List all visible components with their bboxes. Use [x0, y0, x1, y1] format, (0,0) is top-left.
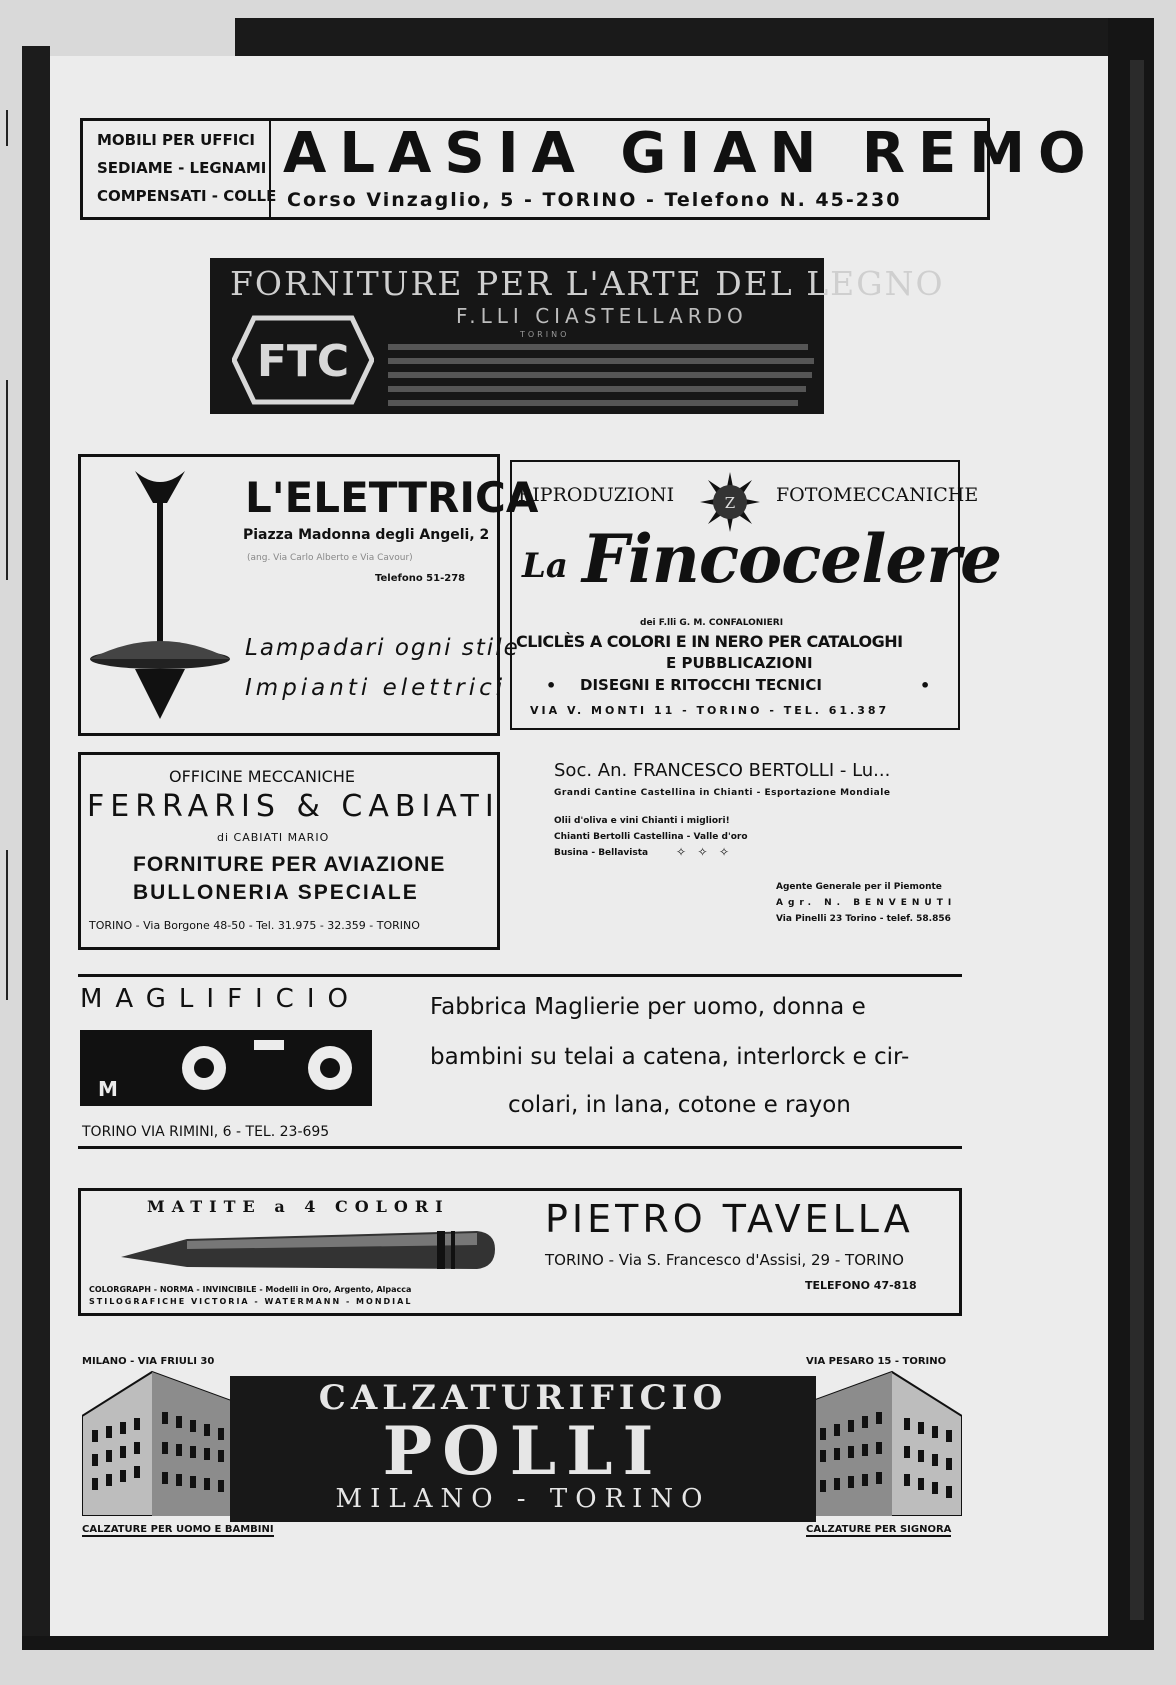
- ad-tavella-brands1: COLORGRAPH - NORMA - INVINCIBILE - Modelli in Oro, Argento, Alpacca: [89, 1285, 412, 1294]
- ad-polli-line1: CALZATURIFICIO: [318, 1378, 728, 1418]
- ad-ftc-fine-print: [388, 400, 798, 406]
- ad-alasia-address: Corso Vinzaglio, 5 - TORINO - Telefono N. 45-230: [287, 189, 902, 211]
- chandelier-icon: [85, 463, 235, 731]
- ad-bertolli-agent2: Agr. N. BENVENUTI: [776, 898, 957, 908]
- ad-ftc-logo-text: FTC: [256, 336, 350, 387]
- ad-motto-text2: bambini su telai a catena, interlorck e cir-: [430, 1044, 910, 1070]
- ad-tavella-phone: TELEFONO 47-818: [805, 1279, 917, 1292]
- ad-motto: [78, 974, 962, 1150]
- ad-ferraris-name: FERRARIS & CABIATI: [87, 789, 500, 824]
- ad-polli-line2: POLLI: [382, 1412, 664, 1490]
- margin-mark: [6, 850, 8, 1000]
- ad-polli: [82, 1352, 962, 1542]
- pencil-icon: [117, 1223, 501, 1283]
- scan-page-edge: [1130, 60, 1144, 1620]
- ad-motto-rule-top: [78, 974, 962, 977]
- ad-fincocelere-address: VIA V. MONTI 11 - TORINO - TEL. 61.387: [530, 704, 890, 717]
- ad-fincocelere-line3: DISEGNI E RITOCCHI TECNICI: [580, 676, 822, 694]
- ad-polli-line3: MILANO - TORINO: [335, 1484, 711, 1514]
- ad-fincocelere-bullet: •: [546, 676, 557, 695]
- ad-polli-right-top: VIA PESARO 15 - TORINO: [806, 1356, 947, 1367]
- ad-ferraris-line2: BULLONERIA SPECIALE: [133, 881, 419, 904]
- ad-bertolli-line1: Olii d'oliva e vini Chianti i migliori!: [554, 816, 730, 826]
- ad-ferraris-address: TORINO - Via Borgone 48-50 - Tel. 31.975 - 32.359 - TORINO: [89, 919, 420, 932]
- ad-motto-text1: Fabbrica Maglierie per uomo, donna e: [430, 994, 866, 1020]
- ftc-logo-icon: [232, 314, 374, 406]
- ad-motto-top: MAGLIFICIO: [80, 984, 361, 1014]
- ad-fincocelere-bullet: •: [920, 676, 931, 695]
- ad-ferraris: [78, 752, 500, 950]
- ad-elettrica-line1: Lampadari ogni stile: [245, 635, 520, 661]
- ad-ferraris-line1: FORNITURE PER AVIAZIONE: [133, 853, 446, 876]
- ad-polli-panel: [230, 1376, 816, 1522]
- ad-elettrica-phone: Telefono 51-278: [375, 573, 466, 584]
- ad-ftc-fine-print: [388, 344, 808, 350]
- ad-tavella-brands2: STILOGRAFICHE VICTORIA - WATERMANN - MONDIAL: [89, 1297, 413, 1306]
- advertisement-page: [50, 56, 1108, 1636]
- ad-fincocelere-brand-small: La: [522, 546, 568, 586]
- ad-alasia-line: COMPENSATI - COLLE: [97, 187, 277, 205]
- ad-ftc-fine-print: [388, 372, 812, 378]
- scan-shadow-top: [235, 18, 1145, 56]
- scan-shadow-bottom: [22, 1636, 1154, 1650]
- ad-fincocelere: [510, 460, 1002, 730]
- margin-mark: [6, 110, 8, 146]
- ad-bertolli-agent3: Via Pinelli 23 Torino - telef. 58.856: [776, 914, 951, 924]
- ad-bertolli-agent1: Agente Generale per il Piemonte: [776, 882, 942, 892]
- ad-bertolli: [550, 756, 962, 956]
- margin-mark: [6, 380, 8, 580]
- ad-elettrica-name: L'ELETTRICA: [245, 473, 539, 522]
- ad-fincocelere-line1: CLICLÈS A COLORI E IN NERO PER CATALOGHI: [516, 632, 903, 651]
- ad-ferraris-owner: di CABIATI MARIO: [217, 831, 330, 844]
- ad-tavella-pencil-title: MATITE a 4 COLORI: [147, 1197, 450, 1216]
- ad-polli-right-bottom: CALZATURE PER SIGNORA: [806, 1524, 952, 1535]
- ad-elettrica-address: Piazza Madonna degli Angeli, 2: [243, 527, 490, 543]
- factory-building-icon: [810, 1366, 962, 1516]
- ad-ftc-sub: F.LLI CIASTELLARDO: [456, 304, 748, 328]
- ad-motto-rule-bottom: [78, 1146, 962, 1149]
- ad-tavella-name: PIETRO TAVELLA: [545, 1197, 914, 1241]
- ad-alasia: [80, 118, 1099, 220]
- ad-elettrica-address-note: (ang. Via Carlo Alberto e Via Cavour): [247, 553, 413, 563]
- ad-ferraris-top: OFFICINE MECCANICHE: [169, 767, 355, 786]
- ad-ftc: [210, 258, 945, 414]
- ad-fincocelere-line2: E PUBBLICAZIONI: [666, 654, 813, 672]
- ad-tavella-address: TORINO - Via S. Francesco d'Assisi, 29 - TORINO: [545, 1251, 904, 1269]
- ad-fincocelere-owners: dei F.lli G. M. CONFALONIERI: [640, 618, 784, 628]
- ad-bertolli-line3: Busina - Bellavista: [554, 848, 649, 858]
- ornament-icon: ✧ ✧ ✧: [676, 845, 730, 859]
- ad-polli-left-bottom: CALZATURE PER UOMO E BAMBINI: [82, 1524, 274, 1535]
- svg-text:Z: Z: [724, 494, 736, 512]
- ad-alasia-line: SEDIAME - LEGNAMI: [97, 159, 267, 177]
- ad-fincocelere-brand: Fincocelere: [582, 520, 1002, 598]
- ad-elettrica-line2: Impianti elettrici: [245, 675, 507, 701]
- ad-ftc-fine-print: [388, 358, 814, 364]
- ad-ftc-city: TORINO: [520, 330, 570, 339]
- ad-ftc-fine-print: [388, 386, 806, 392]
- ad-polli-left-top: MILANO - VIA FRIULI 30: [82, 1356, 215, 1367]
- factory-building-icon: [82, 1366, 234, 1516]
- ad-bertolli-sub: Grandi Cantine Castellina in Chianti - Esportazione Mondiale: [554, 788, 891, 798]
- ad-elettrica: [78, 454, 539, 736]
- ad-tavella: [78, 1188, 962, 1316]
- ad-alasia-line: MOBILI PER UFFICI: [97, 131, 255, 149]
- ad-bertolli-line2: Chianti Bertolli Castellina - Valle d'oro: [554, 832, 748, 842]
- svg-text:M: M: [98, 1077, 118, 1101]
- ad-motto-address: TORINO VIA RIMINI, 6 - TEL. 23-695: [82, 1124, 330, 1140]
- ad-alasia-name: ALASIA GIAN REMO: [283, 121, 1099, 186]
- ad-fincocelere-right-word: FOTOMECCANICHE: [776, 484, 979, 506]
- motto-logo-icon: [80, 1022, 372, 1114]
- ad-bertolli-name: Soc. An. FRANCESCO BERTOLLI - Lu...: [554, 760, 891, 781]
- ad-motto-text3: colari, in lana, cotone e rayon: [508, 1092, 851, 1118]
- ad-ftc-headline: FORNITURE PER L'ARTE DEL LEGNO: [230, 264, 945, 303]
- ad-fincocelere-left-word: RIPRODUZIONI: [518, 484, 675, 506]
- scan-shadow-left: [22, 46, 50, 1646]
